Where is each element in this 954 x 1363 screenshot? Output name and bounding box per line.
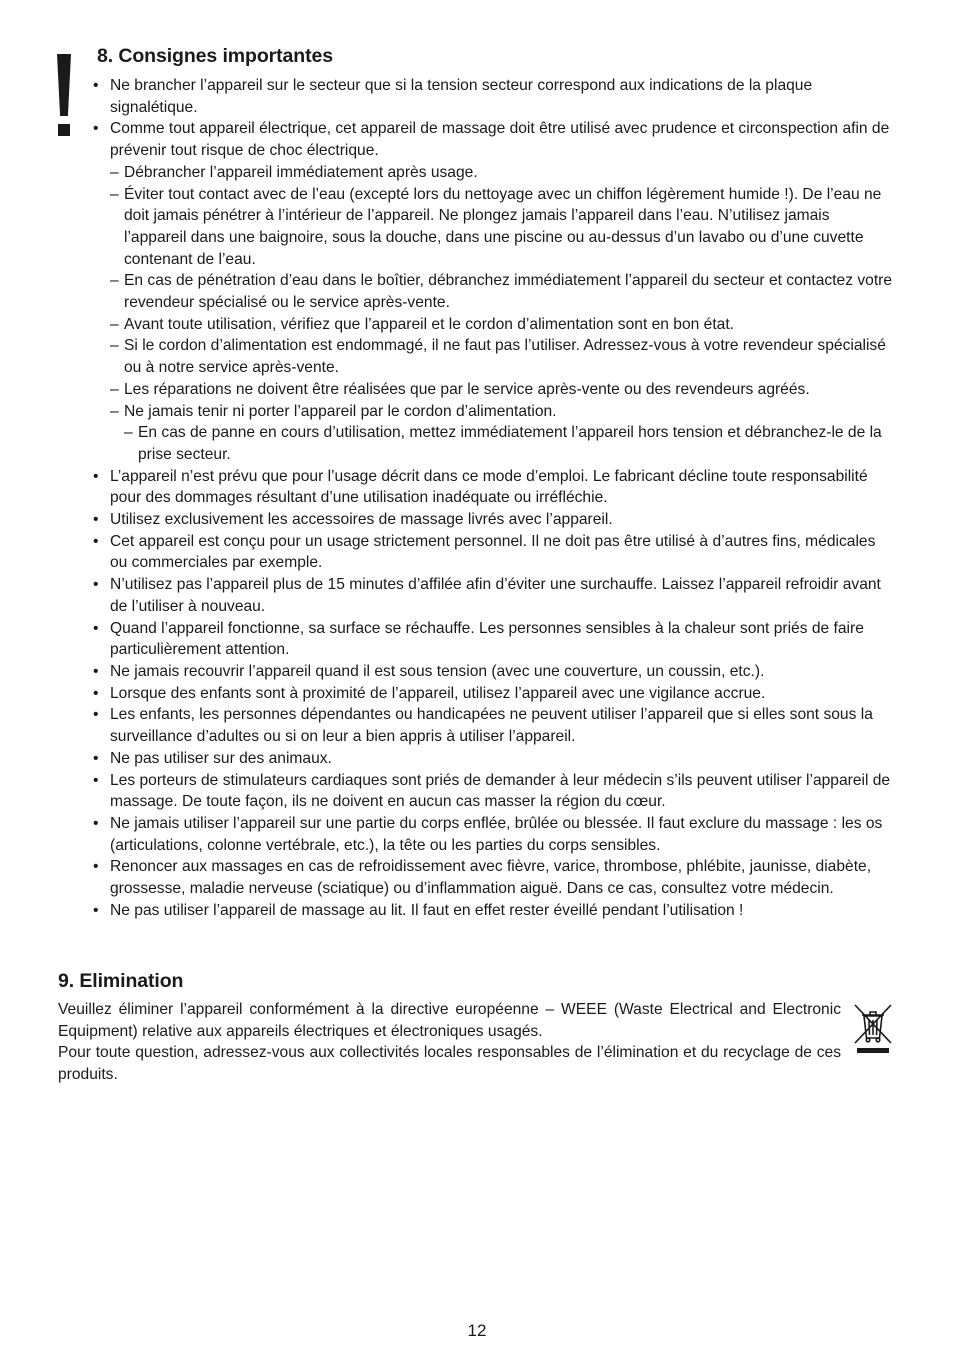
bullet-marker: •	[93, 532, 99, 550]
list-item	[93, 618, 893, 661]
dash-marker: –	[124, 424, 133, 442]
list-item	[93, 704, 893, 747]
bullet-marker: •	[93, 858, 99, 876]
list-item-text: Ne jamais utiliser l’appareil sur une partie du corps enflée, brûlée ou blessée. Il faut exclure du massage : les os (articulations, colonne vertébrale, etc.), la tête ou les parties du corps sensibles.	[110, 814, 883, 854]
list-item	[93, 661, 893, 683]
list-item-text: Quand l’appareil fonctionne, sa surface se réchauffe. Les personnes sensibles à la chaleur sont priés de faire particulièrement attention.	[110, 619, 864, 659]
dash-marker: –	[110, 272, 119, 290]
list-item	[93, 900, 893, 922]
list-item-text: Ne jamais recouvrir l’appareil quand il est sous tension (avec une couverture, un coussin, etc.).	[110, 662, 765, 680]
section-9-title: 9. Elimination	[58, 970, 184, 992]
list-item-text: Les réparations ne doivent être réalisées que par le service après-vente ou des revendeurs agréés.	[124, 380, 810, 398]
bullet-marker: •	[93, 576, 99, 594]
bullet-marker: •	[93, 120, 99, 138]
bullet-marker: •	[93, 684, 99, 702]
list-item-text: Les porteurs de stimulateurs cardiaques sont priés de demander à leur médecin s’ils peuvent utiliser l’appareil de massage. De toute façon, ils ne doivent en aucun cas masser la région du cœur.	[110, 771, 891, 811]
disposal-text	[58, 999, 841, 1086]
bullet-marker: •	[93, 77, 99, 94]
list-item-text: Lorsque des enfants sont à proximité de l’appareil, utilisez l’appareil avec une vigilance accrue.	[110, 684, 766, 702]
sub-list-item	[93, 335, 893, 378]
bullet-marker: •	[93, 814, 99, 832]
disposal-paragraph: Veuillez éliminer l’appareil conformément à la directive européenne – WEEE (Waste Electrical and Electronic Equipment) relative aux appareils électriques et électroniques usagés.	[58, 1001, 841, 1040]
dash-marker: –	[110, 337, 119, 355]
list-item	[93, 748, 893, 770]
dash-marker: –	[110, 315, 119, 333]
list-item-text: Ne brancher l’appareil sur le secteur que si la tension secteur correspond aux indications de la plaque signalétique.	[110, 77, 813, 116]
bullet-marker: •	[93, 619, 99, 637]
list-item-text: Débrancher l’appareil immédiatement après usage.	[124, 163, 478, 181]
bullet-marker: •	[93, 662, 99, 680]
list-item-text: Ne pas utiliser l’appareil de massage au lit. Il faut en effet rester éveillé pendant l’utilisation !	[110, 901, 744, 919]
safety-instructions-list	[93, 75, 893, 921]
list-item-text: L’appareil n’est prévu que pour l’usage décrit dans ce mode d’emploi. Le fabricant décline toute responsabilité pour des dommages résultant d’une utilisation inadéquate ou irréfléchie.	[110, 467, 868, 507]
list-item-text: Renoncer aux massages en cas de refroidissement avec fièvre, varice, thrombose, phlébite, jaunisse, diabète, grossesse, maladie nerveuse (sciatique) ou d’inflammation aiguë. Dans ce cas, consultez votre médecin.	[110, 858, 872, 898]
sub-list-item	[93, 314, 893, 336]
list-item-text: Ne pas utiliser sur des animaux.	[110, 749, 332, 767]
dash-marker: –	[110, 380, 119, 398]
sub-list-item	[93, 270, 893, 313]
bullet-marker: •	[93, 749, 99, 767]
list-item-text: Comme tout appareil électrique, cet appareil de massage doit être utilisé avec prudence et circonspection afin de prévenir tout risque de choc électrique.	[110, 120, 890, 160]
list-item-text: Cet appareil est conçu pour un usage strictement personnel. Il ne doit pas être utilisé à d’autres fins, médicales ou commerciales par exemple.	[110, 532, 876, 572]
disposal-paragraph: Pour toute question, adressez-vous aux collectivités locales responsables de l’élimination et du recyclage de ces produits.	[58, 1044, 841, 1084]
list-item-text: En cas de panne en cours d’utilisation, mettez immédiatement l’appareil hors tension et débranchez-le de la prise secteur.	[138, 424, 882, 463]
list-item-text: Les enfants, les personnes dépendantes ou handicapées ne peuvent utiliser l’appareil que si elles sont sous la surveillance d’adultes ou si on leur a bien appris à utiliser l’appareil.	[110, 706, 873, 746]
list-item-text: N’utilisez pas l’appareil plus de 15 minutes d’affilée afin d’éviter une surchauffe. Laissez l’appareil refroidir avant de l’utiliser à nouveau.	[110, 576, 881, 615]
sub-list-item	[93, 401, 893, 423]
list-item	[93, 574, 893, 617]
list-item-text: En cas de pénétration d’eau dans le boîtier, débranchez immédiatement l’appareil du secteur et contactez votre revendeur spécialisé ou le service après-vente.	[124, 272, 893, 312]
list-item-text: Si le cordon d’alimentation est endommagé, il ne faut pas l’utiliser. Adressez-vous à votre revendeur spécialisé ou à notre service après-vente.	[124, 337, 886, 377]
bullet-marker: •	[93, 706, 99, 724]
list-item	[93, 531, 893, 574]
bullet-marker: •	[93, 467, 99, 485]
bullet-marker: •	[93, 511, 99, 529]
list-item-text: Éviter tout contact avec de l’eau (excepté lors du nettoyage avec un chiffon légèrement humide !). De l’eau ne doit jamais pénétrer à l’intérieur de l’appareil. Ne plongez jamais l’appareil dans l’eau. N’utilisez jamais l’appareil dans une baignoire, sous la douche, dans une piscine ou au-dessus d’un lavabo ou d’une cuvette contenant de l’eau.	[124, 185, 882, 268]
list-item	[93, 856, 893, 899]
bullet-marker: •	[93, 771, 99, 789]
exclamation-icon	[54, 54, 74, 134]
list-item	[93, 75, 893, 118]
section-8-title: 8. Consignes importantes	[97, 45, 333, 67]
list-item	[93, 509, 893, 531]
dash-marker: –	[110, 163, 119, 181]
list-item	[93, 118, 893, 161]
sub-list-item	[93, 162, 893, 184]
list-item	[93, 683, 893, 705]
list-item	[93, 770, 893, 813]
list-item-text: Ne jamais tenir ni porter l’appareil par le cordon d’alimentation.	[124, 402, 557, 420]
sub-list-item	[93, 379, 893, 401]
sub-list-item	[93, 184, 893, 271]
list-item	[93, 813, 893, 856]
list-item	[93, 466, 893, 509]
dash-marker: –	[110, 402, 119, 420]
dash-marker: –	[110, 185, 119, 203]
crossed-bin-icon	[852, 1002, 894, 1054]
page-number: 12	[467, 1321, 487, 1340]
bullet-marker: •	[93, 901, 99, 919]
list-item-text: Avant toute utilisation, vérifiez que l’appareil et le cordon d’alimentation sont en bon état.	[124, 315, 734, 333]
list-item-text: Utilisez exclusivement les accessoires de massage livrés avec l’appareil.	[110, 511, 613, 529]
sub-list-item	[93, 422, 893, 465]
